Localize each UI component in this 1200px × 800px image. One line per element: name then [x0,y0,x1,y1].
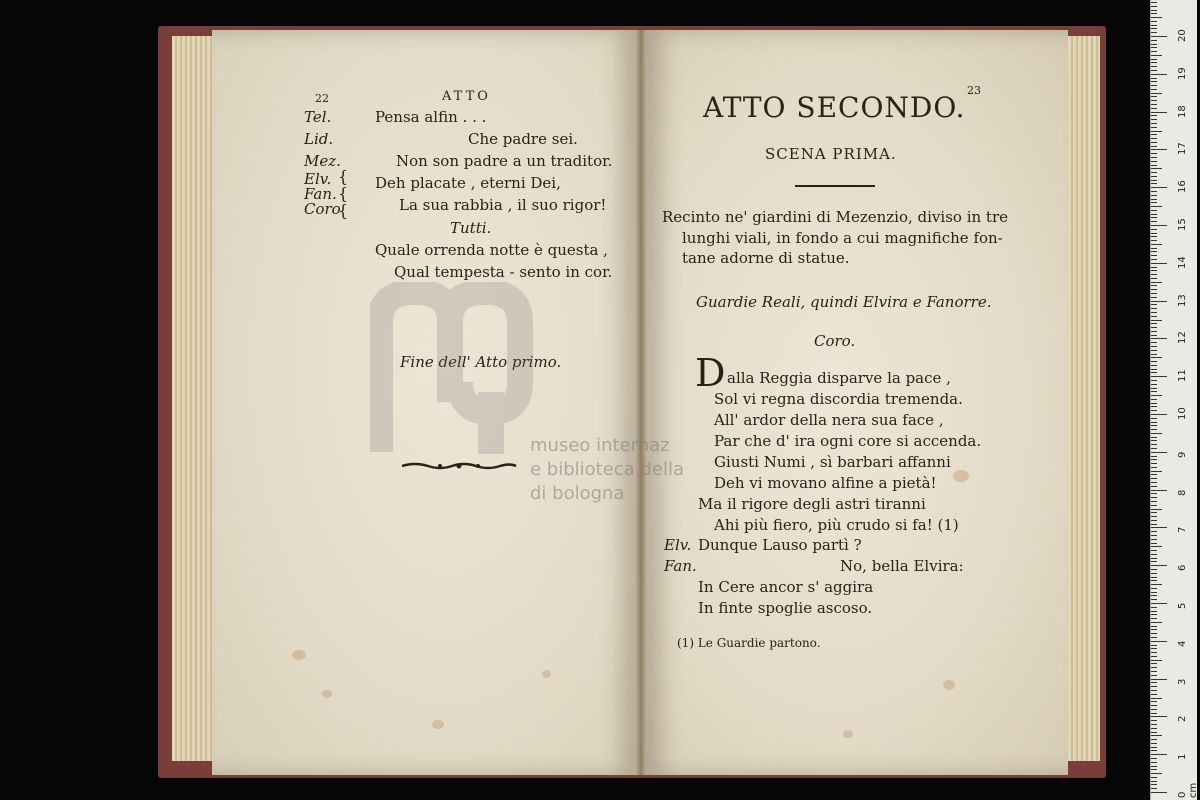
ruler-tick [1151,214,1157,215]
ruler-tick [1151,17,1162,18]
ruler-tick [1151,380,1157,381]
ruler-tick [1151,645,1157,646]
ruler-tick [1151,520,1157,521]
ruler-tick [1151,781,1157,782]
ruler-tick [1151,357,1162,358]
ruler-tick [1151,240,1157,241]
ruler-tick [1151,724,1157,725]
ruler-tick [1151,766,1157,767]
ruler-tick [1151,85,1157,86]
ruler-tick [1151,701,1157,702]
ruler-tick [1151,134,1157,135]
ruler-tick [1151,505,1157,506]
verse-line: All' ardor della nera sua face , [714,411,944,429]
ruler-tick [1151,259,1157,260]
ruler-tick [1151,399,1157,400]
watermark-text: e biblioteca della [530,459,684,480]
ruler-tick [1151,637,1157,638]
verse-line: In Cere ancor s' aggira [698,578,874,596]
watermark-text: di bologna [530,483,625,504]
ruler-label: 17 [1177,142,1188,156]
ruler-tick [1151,202,1157,203]
verse-line: Giusti Numi , sì barbari affanni [714,453,951,471]
ruler-tick [1151,686,1157,687]
ruler-tick [1151,2,1157,3]
verse-line: Quale orrenda notte è questa , [375,241,608,259]
ruler-tick [1151,509,1162,510]
ruler-tick [1151,656,1157,657]
ruler-tick [1151,316,1157,317]
foxing-stain [953,470,969,482]
ruler-tick [1151,433,1162,434]
ruler-tick [1151,652,1157,653]
ruler-tick [1151,244,1162,245]
ruler-tick [1151,539,1157,540]
ruler-tick [1151,739,1157,740]
ruler-tick [1151,74,1167,75]
watermark-text: museo internaz [530,435,670,456]
ruler-tick [1151,354,1157,355]
ruler-tick [1151,96,1157,97]
ruler-tick [1151,361,1157,362]
ruler-tick [1151,456,1157,457]
ruler-tick [1151,221,1157,222]
ruler-tick [1151,743,1157,744]
ruler-tick [1151,93,1162,94]
ruler-tick [1151,308,1157,309]
ruler-tick [1151,248,1157,249]
ruler-tick [1151,199,1157,200]
ruler-tick [1151,21,1157,22]
ruler-tick [1151,682,1157,683]
ruler-tick [1151,267,1157,268]
book-gutter [636,30,646,775]
ruler-label: 6 [1177,564,1188,572]
ruler-tick [1151,376,1167,377]
ruler-tick [1151,270,1157,271]
ruler-tick [1151,6,1157,7]
ruler-tick [1151,425,1157,426]
verse-line: alla Reggia disparve la pace , [727,369,951,387]
ruler-tick [1151,648,1157,649]
ruler-tick [1151,735,1162,736]
ruler-tick [1151,146,1157,147]
ruler-tick [1151,263,1167,264]
ruler-tick [1151,236,1157,237]
ruler-tick [1151,501,1157,502]
ruler-tick [1151,709,1157,710]
ruler-tick [1151,531,1157,532]
ruler-tick [1151,55,1162,56]
ruler-tick [1151,595,1157,596]
ruler-tick [1151,285,1157,286]
verse-line: Non son padre a un traditor. [396,152,613,170]
ruler-label: 8 [1177,489,1188,496]
ruler-label: 10 [1177,407,1188,420]
ruler-tick [1151,391,1157,392]
ruler-tick [1151,784,1157,785]
ruler-tick [1151,274,1157,275]
ruler-tick [1151,641,1167,642]
ruler-tick [1151,663,1157,664]
setting-line: lunghi viali, in fondo a cui magnifiche fon- [682,229,1003,247]
ruler-tick [1151,62,1157,63]
ruler-tick [1151,47,1157,48]
ruler-tick [1151,233,1157,234]
ruler-tick [1151,467,1157,468]
drop-cap: D [695,351,726,395]
ruler-tick [1151,183,1157,184]
ruler-tick [1151,255,1157,256]
ruler-tick [1151,546,1162,547]
ruler-tick [1151,750,1157,751]
ruler-tick [1151,10,1157,11]
ruler-tick [1151,437,1157,438]
ruler-label: 19 [1177,67,1188,80]
ruler-tick [1151,406,1157,407]
ruler-tick [1151,112,1167,113]
ruler-tick [1151,217,1157,218]
ruler-label: 13 [1177,293,1188,307]
ruler-tick [1151,384,1157,385]
ruler-tick [1151,754,1167,755]
ruler-tick [1151,512,1157,513]
ruler-tick [1151,565,1167,566]
ruler-tick [1151,229,1157,230]
ruler-label: 16 [1177,180,1188,194]
ruler-tick [1151,459,1157,460]
character-list: Guardie Reali, quindi Elvira e Fanorre. [696,293,992,311]
ruler-tick [1151,607,1157,608]
ruler-tick [1151,558,1157,559]
ornament-divider [400,461,518,471]
ruler-tick [1151,777,1157,778]
ruler-tick [1151,251,1157,252]
verse-line: Dunque Lauso partì ? [698,536,862,554]
ruler-tick [1151,611,1157,612]
speaker-label: Elv. [304,170,332,188]
ruler-label: 18 [1177,104,1188,118]
ruler-tick [1151,13,1157,14]
ruler-tick [1151,769,1157,770]
speaker-label: Lid. [304,130,334,148]
ruler-tick [1151,482,1157,483]
ruler-tick [1151,773,1162,774]
ruler-tick [1151,762,1157,763]
ruler-tick [1151,588,1157,589]
verse-line: Pensa alfin . . . [375,108,487,126]
ruler-tick [1151,51,1157,52]
ruler-tick [1151,554,1157,555]
speaker-label: Tel. [304,108,332,126]
ruler-tick [1151,297,1157,298]
ruler-tick [1151,550,1157,551]
ruler-tick [1151,180,1157,181]
ruler-tick [1151,410,1157,411]
verse-line: Ahi più fiero, più crudo si fa! (1) [714,516,959,534]
ruler-tick [1151,705,1157,706]
ruler-tick [1151,81,1157,82]
scene-heading: SCENA PRIMA. [765,145,897,163]
ruler-tick [1151,418,1157,419]
ruler-tick [1151,440,1157,441]
verse-line: Deh vi movano alfine a pietà! [714,474,937,492]
ruler-tick [1151,403,1157,404]
ruler-tick [1151,327,1157,328]
ruler-tick [1151,713,1157,714]
ruler-tick [1151,304,1157,305]
ruler-tick [1151,490,1167,491]
speaker-label: Fan. [304,185,337,203]
foxing-stain [542,670,551,678]
ruler-tick [1151,104,1157,105]
ruler-tick [1151,36,1167,37]
ruler-tick [1151,633,1157,634]
ruler-tick [1151,32,1157,33]
ruler-tick [1151,195,1157,196]
ruler-tick [1151,471,1162,472]
speaker-label: Fan. [664,557,697,575]
running-head: ATTO [442,89,491,104]
ruler-tick [1151,414,1167,415]
ruler-tick [1151,191,1157,192]
ruler-tick [1151,474,1157,475]
measurement-ruler [1150,0,1197,800]
ruler-tick [1151,569,1157,570]
foxing-stain [322,690,332,698]
left-page-number: 22 [315,92,329,105]
ruler-tick [1151,497,1157,498]
ruler-tick [1151,561,1157,562]
ruler-tick [1151,660,1162,661]
ruler-label: 12 [1177,331,1188,345]
ruler-tick [1151,289,1157,290]
ruler-tick [1151,671,1157,672]
ruler-tick [1151,463,1157,464]
ruler-tick [1151,580,1157,581]
ruler-label: 5 [1177,602,1188,609]
ruler-label: 7 [1177,527,1188,534]
ruler-tick [1151,131,1162,132]
speaker-label: Coro [304,200,341,218]
ruler-tick [1151,478,1157,479]
ruler-tick [1151,335,1157,336]
speaker-label: Elv. [664,536,692,554]
ruler-tick [1151,168,1162,169]
ruler-tick [1151,622,1162,623]
setting-line: tane adorne di statue. [682,249,850,267]
ruler-tick [1151,690,1157,691]
ruler-tick [1151,524,1157,525]
ruler-tick [1151,40,1157,41]
ruler-tick [1151,584,1162,585]
ruler-label: 14 [1177,256,1188,269]
tutti-label: Tutti. [450,219,492,237]
ruler-tick [1151,323,1157,324]
ruler-tick [1151,679,1167,680]
ruler-label: 20 [1177,29,1188,42]
ruler-tick [1151,527,1167,528]
ruler-label: 9 [1177,451,1188,458]
ruler-tick [1151,44,1157,45]
ruler-tick [1151,320,1162,321]
end-of-act: Fine dell' Atto primo. [400,353,562,371]
verse-line: Che padre sei. [468,130,578,148]
ruler-tick [1151,667,1157,668]
ruler-tick [1151,346,1157,347]
verse-line: In finte spoglie ascoso. [698,599,873,617]
right-page-edges [1068,36,1100,761]
foxing-stain [432,720,444,729]
verse-line: La sua rabbia , il suo rigor! [399,196,607,214]
ruler-tick [1151,138,1157,139]
verse-line: Par che d' ira ogni core si accenda. [714,432,982,450]
ruler-tick [1151,747,1157,748]
ruler-tick [1151,278,1157,279]
ruler-tick [1151,444,1157,445]
ruler-tick [1151,119,1157,120]
footnote: (1) Le Guardie partono. [677,636,821,650]
ruler-tick [1151,592,1157,593]
ruler-tick [1151,78,1157,79]
ruler-tick [1151,758,1157,759]
ruler-tick [1151,100,1157,101]
ruler-tick [1151,388,1157,389]
ruler-tick [1151,516,1157,517]
right-page-number: 23 [967,84,981,97]
ruler-label: 11 [1177,369,1188,383]
ruler-tick [1151,187,1167,188]
act-title: ATTO SECONDO. [703,91,966,124]
ruler-label: 4 [1177,640,1188,647]
ruler-tick [1151,599,1157,600]
ruler-tick [1151,108,1157,109]
brace-symbol: { { { [338,167,349,220]
ruler-tick [1151,142,1157,143]
museum-logo-watermark [370,282,570,457]
ruler-tick [1151,493,1157,494]
ruler-tick [1151,59,1157,60]
ruler-tick [1151,535,1157,536]
ruler-tick [1151,603,1167,604]
ruler-tick [1151,70,1157,71]
ruler-tick [1151,123,1157,124]
verse-line: No, bella Elvira: [840,557,964,575]
title-rule [795,185,875,187]
ruler-tick [1151,342,1157,343]
ruler-tick [1151,792,1167,793]
ruler-tick [1151,452,1167,453]
foxing-stain [943,680,955,690]
ruler-tick [1151,331,1157,332]
ruler-tick [1151,172,1157,173]
ruler-tick [1151,225,1167,226]
ruler-tick [1151,127,1157,128]
ruler-tick [1151,720,1157,721]
ruler-tick [1151,573,1157,574]
ruler-label: 3 [1177,678,1188,685]
left-page-edges [172,36,212,761]
ruler-tick [1151,486,1157,487]
ruler-tick [1151,206,1162,207]
ruler-tick [1151,153,1157,154]
ruler-label: 2 [1177,716,1188,723]
ruler-tick [1151,732,1157,733]
ruler-tick [1151,694,1157,695]
ruler-tick [1151,312,1157,313]
ruler-tick [1151,629,1157,630]
ruler-tick [1151,543,1157,544]
ruler-tick [1151,282,1162,283]
ruler-tick [1151,788,1157,789]
ruler-tick [1151,338,1167,339]
ruler-tick [1151,115,1157,116]
ruler-tick [1151,369,1157,370]
ruler-tick [1151,293,1157,294]
ruler-tick [1151,66,1157,67]
ruler-tick [1151,422,1157,423]
setting-line: Recinto ne' giardini di Mezenzio, diviso in tre [662,208,1009,226]
speaker-label: Mez. [304,152,341,170]
ruler-tick [1151,395,1162,396]
coro-label: Coro. [814,332,856,350]
ruler-tick [1151,25,1157,26]
ruler-tick [1151,365,1157,366]
ruler-tick [1151,577,1157,578]
ruler-tick [1151,448,1157,449]
ruler-tick [1151,614,1157,615]
ruler-tick [1151,372,1157,373]
ruler-tick [1151,626,1157,627]
ruler-tick [1151,176,1157,177]
verse-line: Ma il rigore degli astri tiranni [698,495,926,513]
ruler-tick [1151,618,1157,619]
ruler-tick [1151,89,1157,90]
ruler-tick [1151,728,1157,729]
ruler-label: 15 [1177,218,1188,231]
ruler-tick [1151,28,1157,29]
verse-line: Qual tempesta - sento in cor. [394,263,613,281]
ruler-tick [1151,698,1162,699]
foxing-stain [843,730,853,738]
foxing-stain [292,650,306,660]
ruler-tick [1151,149,1167,150]
ruler-tick [1151,716,1167,717]
ruler-label: 0 cm [1177,782,1199,798]
ruler-tick [1151,165,1157,166]
ruler-tick [1151,161,1157,162]
ruler-tick [1151,675,1157,676]
ruler-tick [1151,157,1157,158]
ruler-tick [1151,429,1157,430]
ruler-tick [1151,301,1167,302]
verse-line: Deh placate , eterni Dei, [375,174,561,192]
ruler-tick [1151,210,1157,211]
ruler-label: 1 [1177,753,1188,761]
verse-line: Sol vi regna discordia tremenda. [714,390,963,408]
ruler-tick [1151,350,1157,351]
